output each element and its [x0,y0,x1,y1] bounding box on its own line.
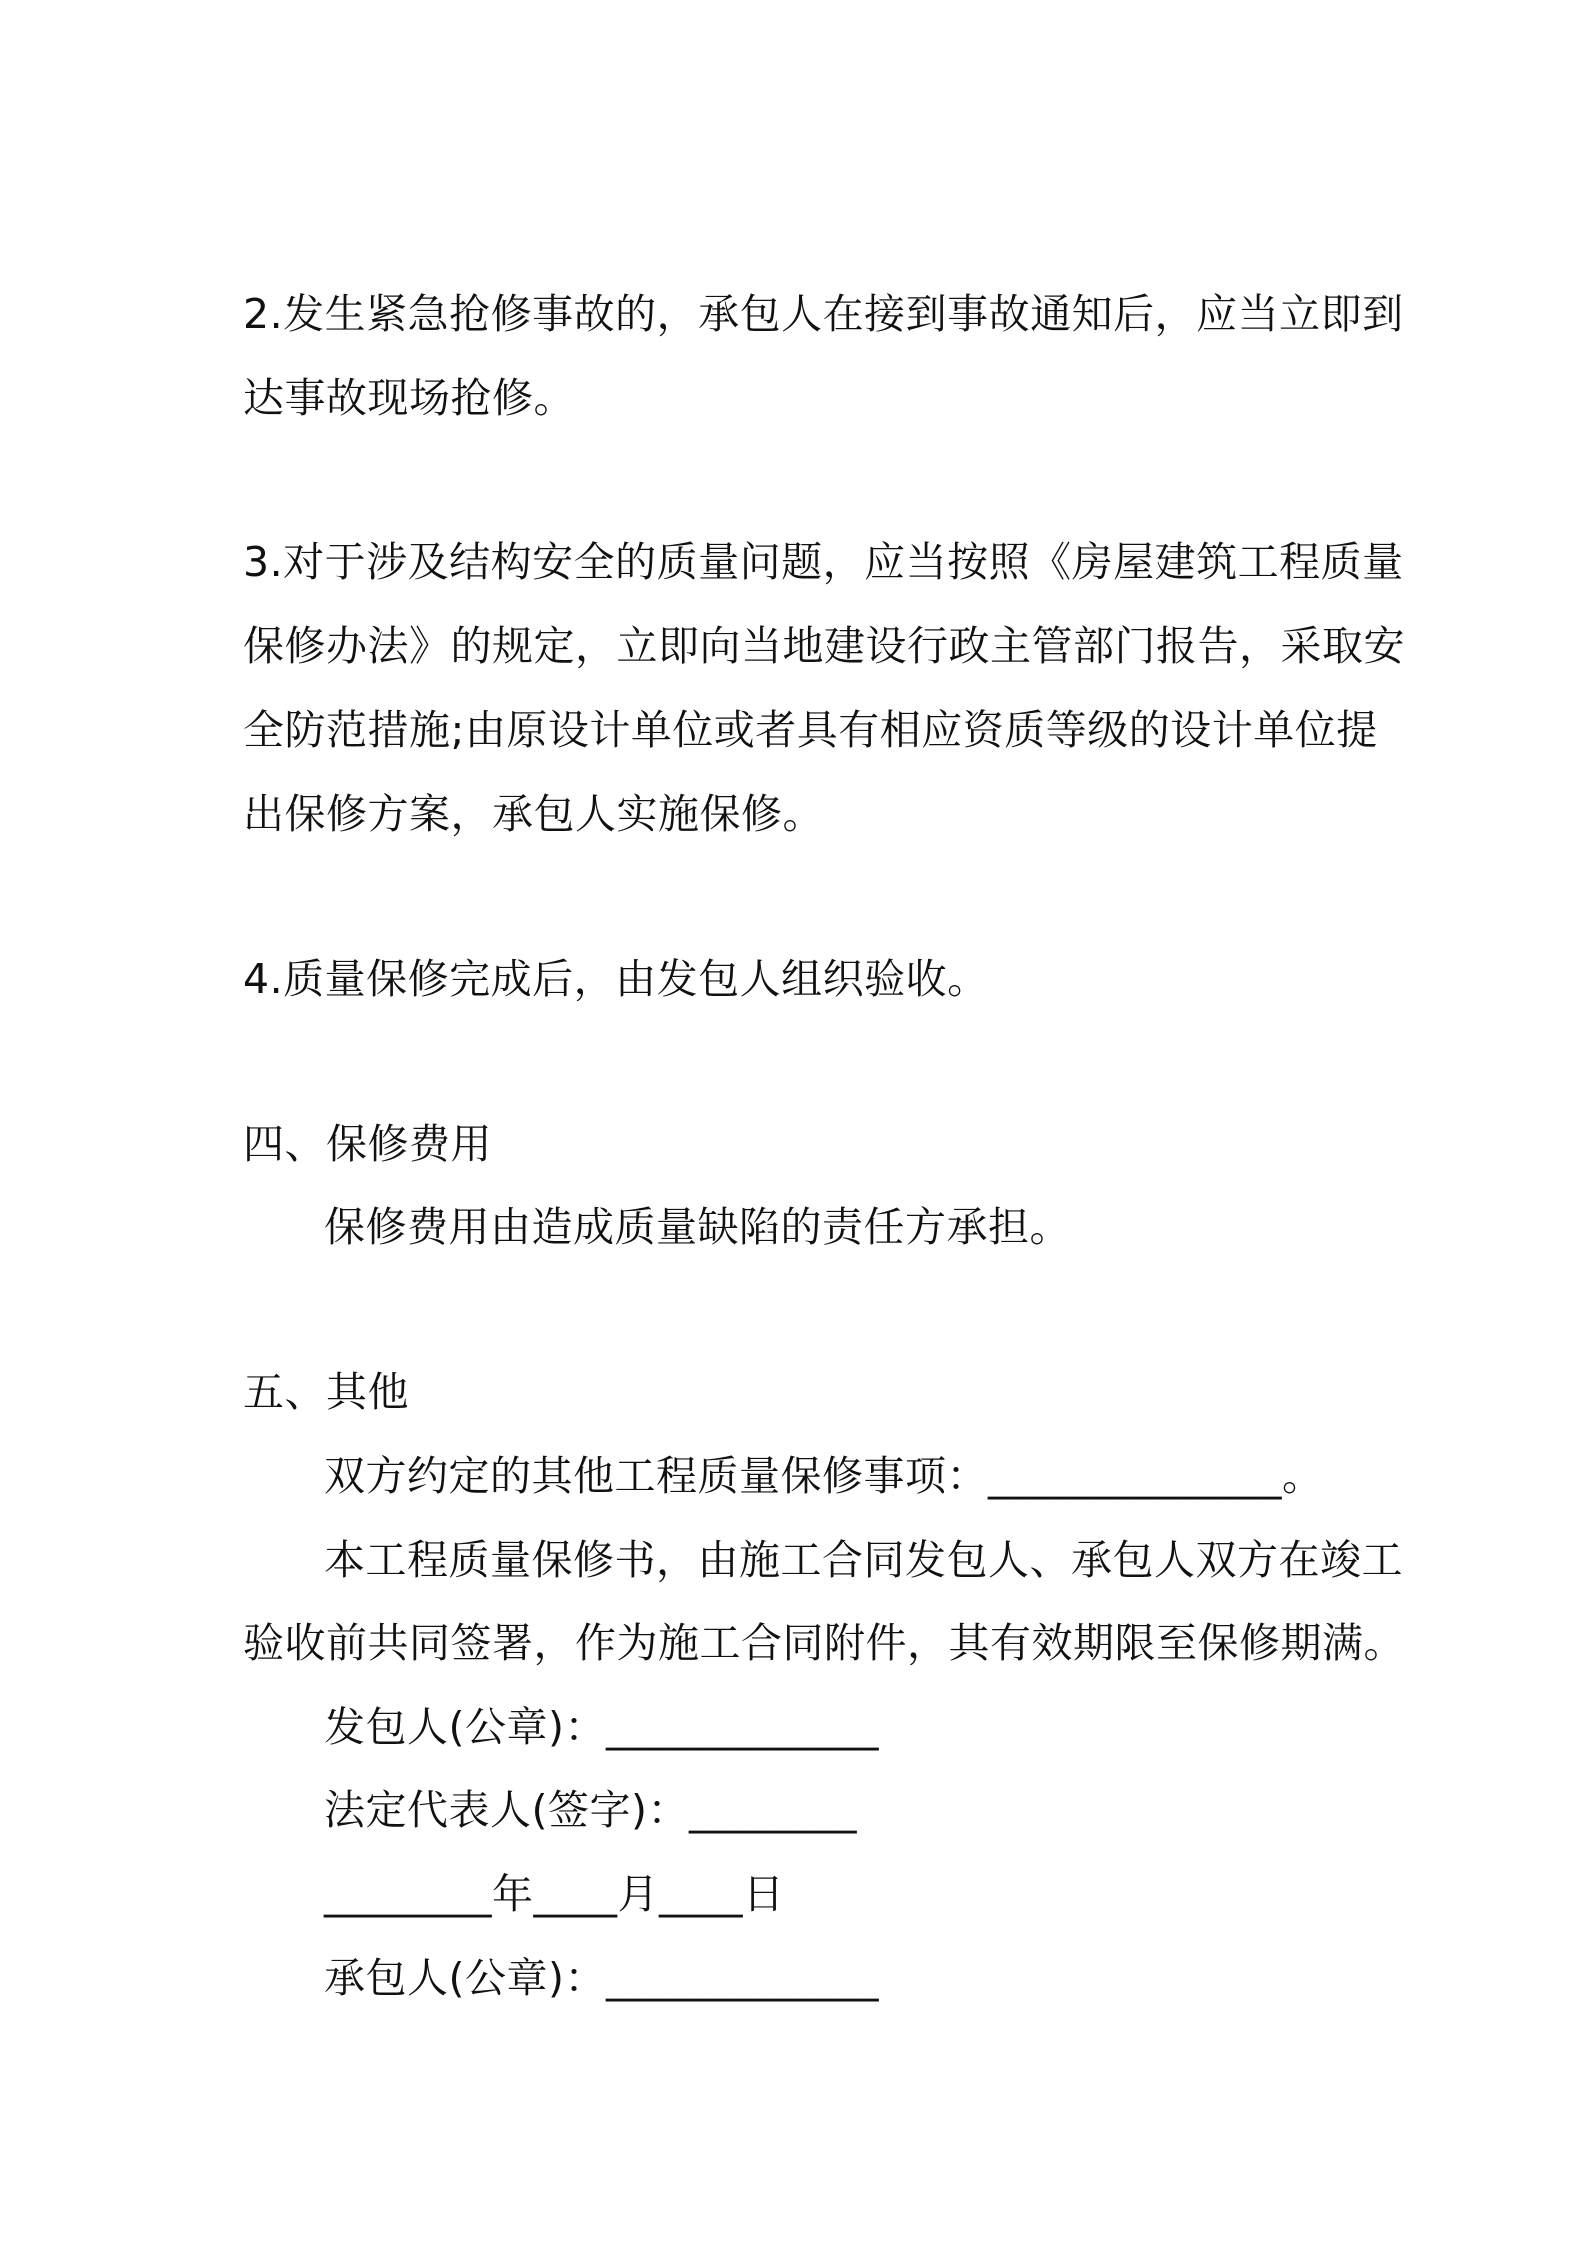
employer-seal-line: 发包人(公章)：_____________ [324,1703,879,1751]
item-3-line-1: 3.对于涉及结构安全的质量问题，应当按照《房屋建筑工程质量 [243,538,1404,586]
section-4-body: 保修费用由造成质量缺陷的责任方承担。 [324,1203,1071,1251]
item-3-line-3: 全防范措施;由原设计单位或者具有相应资质等级的设计单位提 [243,706,1378,754]
section-5-line-1: 双方约定的其他工程质量保修事项：______________。 [324,1452,1324,1500]
contractor-seal-line: 承包人(公章)：_____________ [324,1954,879,2002]
item-2-line-2: 达事故现场抢修。 [243,374,575,422]
legal-representative-signature-line: 法定代表人(签字)：________ [324,1786,857,1834]
item-3-line-4: 出保修方案，承包人实施保修。 [243,790,824,838]
section-4-heading: 四、保修费用 [243,1120,492,1168]
date-line: ________年____月____日 [324,1870,785,1918]
section-5-line-2: 本工程质量保修书，由施工合同发包人、承包人双方在竣工 [324,1536,1403,1584]
section-5-heading: 五、其他 [243,1368,409,1416]
item-4-line-1: 4.质量保修完成后，由发包人组织验收。 [243,955,989,1003]
item-2-line-1: 2.发生紧急抢修事故的，承包人在接到事故通知后，应当立即到 [243,290,1404,338]
item-3-line-2: 保修办法》的规定，立即向当地建设行政主管部门报告，采取安 [243,622,1405,670]
section-5-line-3: 验收前共同签署，作为施工合同附件，其有效期限至保修期满。 [243,1619,1405,1667]
